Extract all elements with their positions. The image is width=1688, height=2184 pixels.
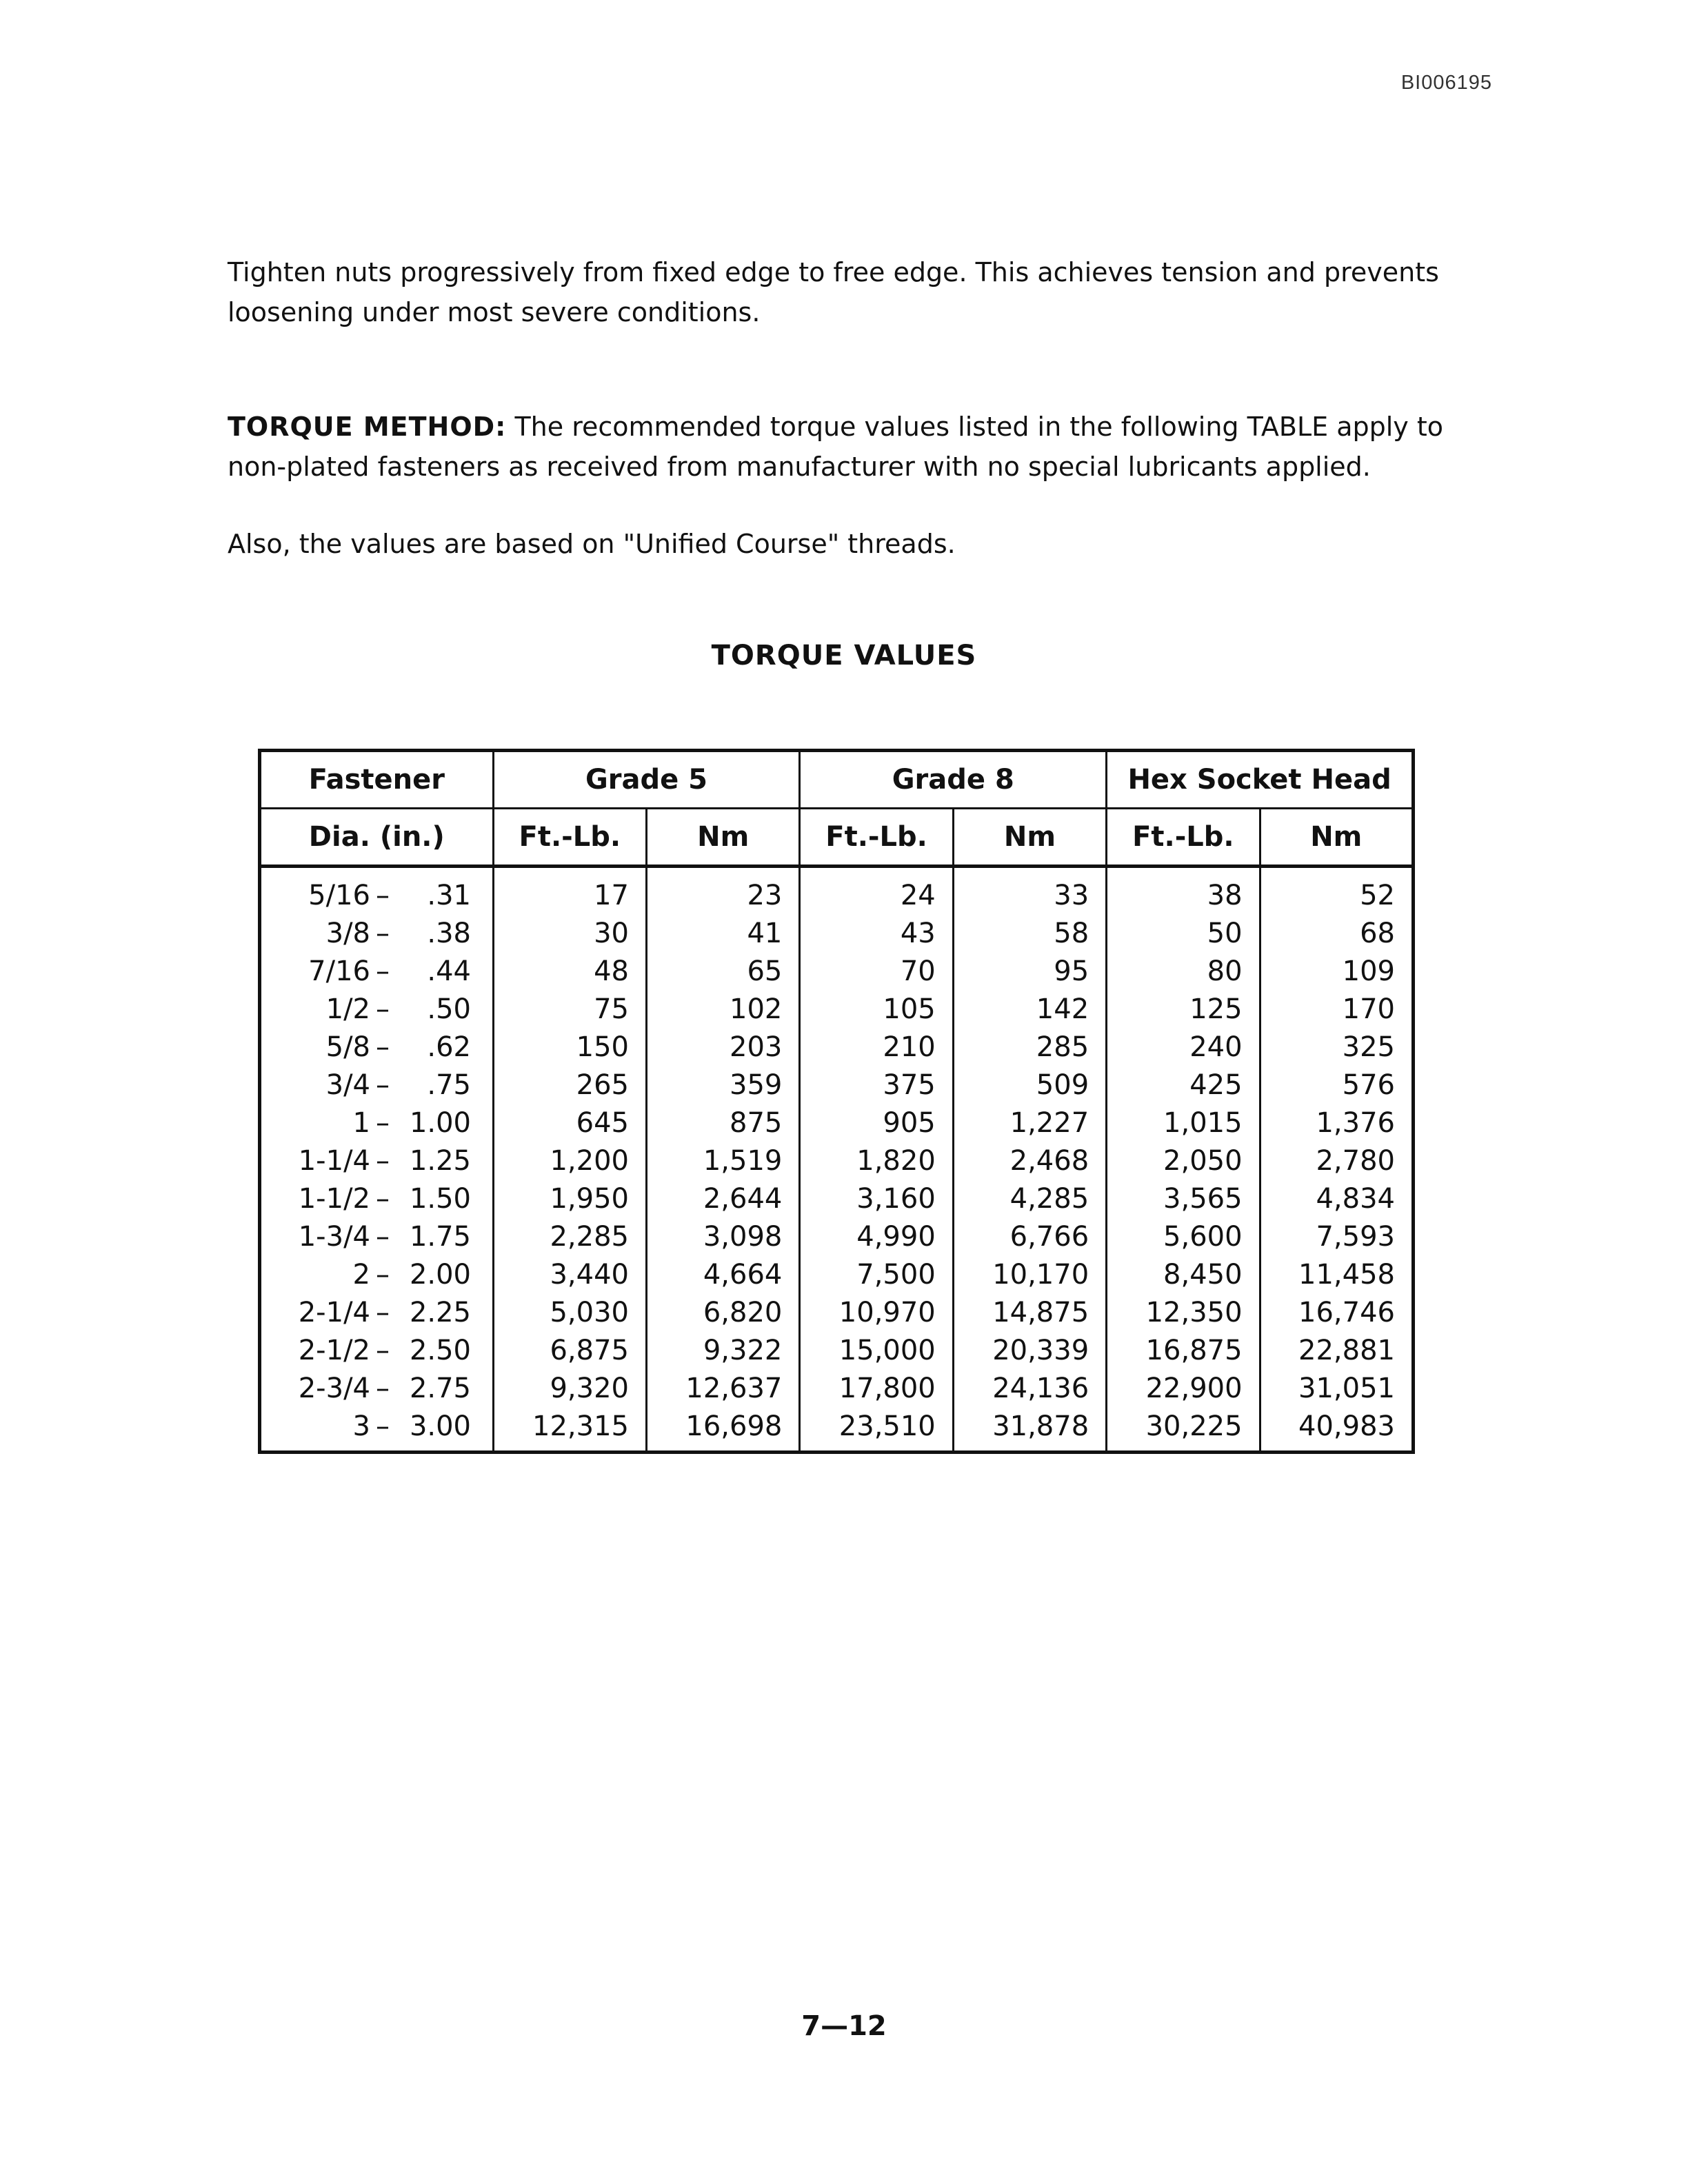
grade5-nm-cell: 1,519 — [646, 1142, 799, 1180]
table-row — [260, 1255, 1414, 1293]
fastener-diameter-cell — [260, 1142, 494, 1180]
grade5-ftlb-cell: 265 — [493, 1066, 646, 1104]
hex-ftlb-cell: 12,350 — [1107, 1293, 1260, 1331]
grade5-ftlb-cell: 17 — [493, 867, 646, 915]
fraction-size: 7/16 — [308, 955, 370, 987]
hex-nm-cell: 16,746 — [1260, 1293, 1413, 1331]
fraction-size: 5/16 — [308, 879, 370, 911]
grade5-nm-cell: 6,820 — [646, 1293, 799, 1331]
grade8-nm-cell: 285 — [953, 1028, 1106, 1066]
grade5-nm-cell: 4,664 — [646, 1255, 799, 1293]
grade8-ftlb-cell: 70 — [800, 952, 953, 990]
size-dash: – — [376, 993, 390, 1025]
fastener-diameter-cell — [260, 1180, 494, 1217]
fastener-diameter-cell — [260, 914, 494, 952]
size-dash: – — [376, 1106, 390, 1139]
fraction-size: 5/8 — [325, 1031, 370, 1063]
hex-nm-cell: 22,881 — [1260, 1331, 1413, 1369]
fastener-diameter-cell — [260, 1407, 494, 1453]
fastener-diameter-cell — [260, 1104, 494, 1142]
table-title-text: TORQUE VALUES — [711, 640, 977, 671]
grade5-nm-cell: 203 — [646, 1028, 799, 1066]
decimal-size: 2.25 — [409, 1296, 471, 1328]
hex-ftlb-cell: 3,565 — [1107, 1180, 1260, 1217]
grade8-ftlb-cell: 10,970 — [800, 1293, 953, 1331]
grade8-ftlb-cell: 15,000 — [800, 1331, 953, 1369]
fastener-diameter-cell — [260, 1028, 494, 1066]
grade5-ftlb-cell: 6,875 — [493, 1331, 646, 1369]
decimal-size: 2.75 — [409, 1372, 471, 1404]
fraction-size: 1 — [352, 1106, 370, 1139]
fraction-size: 3/4 — [325, 1069, 370, 1101]
fraction-size: 1/2 — [325, 993, 370, 1025]
size-dash: – — [376, 1258, 390, 1291]
size-dash: – — [376, 917, 390, 949]
size-dash: – — [376, 1144, 390, 1177]
header-grade8-nm: Nm — [953, 809, 1106, 867]
fastener-diameter-cell — [260, 1217, 494, 1255]
header-grade8-ftlb: Ft.-Lb. — [800, 809, 953, 867]
table-row — [260, 1331, 1414, 1369]
fraction-size: 2 — [352, 1258, 370, 1291]
thread-note: Also, the values are based on "Unified Course" threads. — [228, 529, 956, 559]
table-row — [260, 1142, 1414, 1180]
fraction-size: 2-1/4 — [298, 1296, 370, 1328]
size-dash: – — [376, 1069, 390, 1101]
hex-nm-cell: 1,376 — [1260, 1104, 1413, 1142]
hex-nm-cell: 576 — [1260, 1066, 1413, 1104]
grade8-ftlb-cell: 3,160 — [800, 1180, 953, 1217]
hex-nm-cell: 52 — [1260, 867, 1413, 915]
hex-ftlb-cell: 8,450 — [1107, 1255, 1260, 1293]
size-dash: – — [376, 1410, 390, 1442]
header-fastener: Fastener — [260, 751, 494, 809]
grade5-nm-cell: 12,637 — [646, 1369, 799, 1407]
grade8-ftlb-cell: 1,820 — [800, 1142, 953, 1180]
grade5-nm-cell: 16,698 — [646, 1407, 799, 1453]
fastener-diameter-cell — [260, 1255, 494, 1293]
tightening-instruction: Tighten nuts progressively from fixed edge to free edge. This achieves tension and prevents loosening under most severe conditions. — [228, 257, 1439, 327]
fastener-diameter-cell — [260, 990, 494, 1028]
grade8-ftlb-cell: 43 — [800, 914, 953, 952]
grade5-ftlb-cell: 30 — [493, 914, 646, 952]
grade8-ftlb-cell: 17,800 — [800, 1369, 953, 1407]
table-title — [0, 640, 1688, 671]
grade8-ftlb-cell: 210 — [800, 1028, 953, 1066]
decimal-size: .31 — [427, 879, 471, 911]
fraction-size: 2-3/4 — [298, 1372, 370, 1404]
grade8-ftlb-cell: 23,510 — [800, 1407, 953, 1453]
grade5-ftlb-cell: 12,315 — [493, 1407, 646, 1453]
table-row — [260, 1028, 1414, 1066]
fastener-diameter-cell — [260, 867, 494, 915]
grade8-nm-cell: 1,227 — [953, 1104, 1106, 1142]
size-dash: – — [376, 1296, 390, 1328]
torque-method-text: The recommended torque values listed in the following TABLE apply to non-plated fasteners as received from manufacturer with no special lubricants applied. — [228, 412, 1444, 482]
grade8-ftlb-cell: 4,990 — [800, 1217, 953, 1255]
torque-values-table — [258, 749, 1415, 1454]
table-row — [260, 1217, 1414, 1255]
grade8-nm-cell: 4,285 — [953, 1180, 1106, 1217]
decimal-size: .50 — [427, 993, 471, 1025]
grade8-nm-cell: 24,136 — [953, 1369, 1106, 1407]
hex-nm-cell: 170 — [1260, 990, 1413, 1028]
grade8-ftlb-cell: 905 — [800, 1104, 953, 1142]
grade8-ftlb-cell: 7,500 — [800, 1255, 953, 1293]
fastener-diameter-cell — [260, 952, 494, 990]
size-dash: – — [376, 1031, 390, 1063]
grade5-nm-cell: 23 — [646, 867, 799, 915]
sub-header-row — [260, 809, 1414, 867]
grade5-ftlb-cell: 1,200 — [493, 1142, 646, 1180]
grade8-ftlb-cell: 375 — [800, 1066, 953, 1104]
grade5-ftlb-cell: 645 — [493, 1104, 646, 1142]
hex-nm-cell: 7,593 — [1260, 1217, 1413, 1255]
header-hex-nm: Nm — [1260, 809, 1413, 867]
hex-nm-cell: 2,780 — [1260, 1142, 1413, 1180]
grade8-nm-cell: 10,170 — [953, 1255, 1106, 1293]
size-dash: – — [376, 1372, 390, 1404]
grade5-nm-cell: 2,644 — [646, 1180, 799, 1217]
header-grade-5: Grade 5 — [493, 751, 800, 809]
hex-ftlb-cell: 22,900 — [1107, 1369, 1260, 1407]
decimal-size: 1.25 — [409, 1144, 471, 1177]
hex-ftlb-cell: 30,225 — [1107, 1407, 1260, 1453]
size-dash: – — [376, 1334, 390, 1366]
hex-ftlb-cell: 1,015 — [1107, 1104, 1260, 1142]
table-row — [260, 952, 1414, 990]
fraction-size: 1-3/4 — [298, 1220, 370, 1253]
grade5-ftlb-cell: 75 — [493, 990, 646, 1028]
grade8-nm-cell: 2,468 — [953, 1142, 1106, 1180]
grade5-ftlb-cell: 5,030 — [493, 1293, 646, 1331]
header-grade5-ftlb: Ft.-Lb. — [493, 809, 646, 867]
hex-ftlb-cell: 80 — [1107, 952, 1260, 990]
fastener-diameter-cell — [260, 1066, 494, 1104]
header-grade5-nm: Nm — [646, 809, 799, 867]
hex-nm-cell: 31,051 — [1260, 1369, 1413, 1407]
grade8-nm-cell: 33 — [953, 867, 1106, 915]
hex-ftlb-cell: 5,600 — [1107, 1217, 1260, 1255]
header-hex-socket-head: Hex Socket Head — [1107, 751, 1414, 809]
grade8-nm-cell: 14,875 — [953, 1293, 1106, 1331]
grade8-ftlb-cell: 105 — [800, 990, 953, 1028]
decimal-size: 1.50 — [409, 1182, 471, 1215]
grade5-nm-cell: 65 — [646, 952, 799, 990]
grade8-nm-cell: 509 — [953, 1066, 1106, 1104]
hex-ftlb-cell: 50 — [1107, 914, 1260, 952]
header-diameter: Dia. (in.) — [260, 809, 494, 867]
size-dash: – — [376, 879, 390, 911]
hex-nm-cell: 109 — [1260, 952, 1413, 990]
grade8-nm-cell: 6,766 — [953, 1217, 1106, 1255]
fraction-size: 3 — [352, 1410, 370, 1442]
grade8-nm-cell: 20,339 — [953, 1331, 1106, 1369]
hex-ftlb-cell: 16,875 — [1107, 1331, 1260, 1369]
grade8-ftlb-cell: 24 — [800, 867, 953, 915]
grade5-nm-cell: 3,098 — [646, 1217, 799, 1255]
hex-nm-cell: 11,458 — [1260, 1255, 1413, 1293]
table-row — [260, 1104, 1414, 1142]
grade5-nm-cell: 41 — [646, 914, 799, 952]
decimal-size: .75 — [427, 1069, 471, 1101]
hex-nm-cell: 40,983 — [1260, 1407, 1413, 1453]
hex-nm-cell: 325 — [1260, 1028, 1413, 1066]
grade5-nm-cell: 875 — [646, 1104, 799, 1142]
decimal-size: 1.75 — [409, 1220, 471, 1253]
grade5-ftlb-cell: 48 — [493, 952, 646, 990]
hex-ftlb-cell: 425 — [1107, 1066, 1260, 1104]
fraction-size: 1-1/4 — [298, 1144, 370, 1177]
fraction-size: 3/8 — [325, 917, 370, 949]
hex-ftlb-cell: 240 — [1107, 1028, 1260, 1066]
table-row — [260, 867, 1414, 915]
decimal-size: 2.50 — [409, 1334, 471, 1366]
fraction-size: 2-1/2 — [298, 1334, 370, 1366]
grade5-ftlb-cell: 1,950 — [493, 1180, 646, 1217]
grade5-nm-cell: 102 — [646, 990, 799, 1028]
decimal-size: .44 — [427, 955, 471, 987]
grade5-nm-cell: 9,322 — [646, 1331, 799, 1369]
decimal-size: 2.00 — [409, 1258, 471, 1291]
hex-nm-cell: 68 — [1260, 914, 1413, 952]
fastener-diameter-cell — [260, 1331, 494, 1369]
grade5-ftlb-cell: 150 — [493, 1028, 646, 1066]
table-row — [260, 1293, 1414, 1331]
table-row — [260, 1066, 1414, 1104]
hex-ftlb-cell: 38 — [1107, 867, 1260, 915]
table-row — [260, 990, 1414, 1028]
size-dash: – — [376, 1220, 390, 1253]
table-row — [260, 1369, 1414, 1407]
fastener-diameter-cell — [260, 1369, 494, 1407]
table-row — [260, 1180, 1414, 1217]
fastener-diameter-cell — [260, 1293, 494, 1331]
grade8-nm-cell: 142 — [953, 990, 1106, 1028]
grade8-nm-cell: 31,878 — [953, 1407, 1106, 1453]
grade5-nm-cell: 359 — [646, 1066, 799, 1104]
header-hex-ftlb: Ft.-Lb. — [1107, 809, 1260, 867]
hex-nm-cell: 4,834 — [1260, 1180, 1413, 1217]
grade5-ftlb-cell: 9,320 — [493, 1369, 646, 1407]
table-row — [260, 1407, 1414, 1453]
header-grade-8: Grade 8 — [800, 751, 1107, 809]
decimal-size: .38 — [427, 917, 471, 949]
grade5-ftlb-cell: 3,440 — [493, 1255, 646, 1293]
torque-method-paragraph — [228, 407, 1462, 487]
grade5-ftlb-cell: 2,285 — [493, 1217, 646, 1255]
torque-method-label: TORQUE METHOD: — [228, 412, 507, 442]
page-number: 7—12 — [801, 2010, 887, 2042]
decimal-size: 1.00 — [409, 1106, 471, 1139]
group-header-row — [260, 751, 1414, 809]
hex-ftlb-cell: 125 — [1107, 990, 1260, 1028]
table-row — [260, 914, 1414, 952]
decimal-size: .62 — [427, 1031, 471, 1063]
grade8-nm-cell: 58 — [953, 914, 1106, 952]
decimal-size: 3.00 — [409, 1410, 471, 1442]
grade8-nm-cell: 95 — [953, 952, 1106, 990]
size-dash: – — [376, 955, 390, 987]
fraction-size: 1-1/2 — [298, 1182, 370, 1215]
table-body — [260, 867, 1414, 1453]
document-id: BI006195 — [1400, 72, 1492, 94]
size-dash: – — [376, 1182, 390, 1215]
hex-ftlb-cell: 2,050 — [1107, 1142, 1260, 1180]
